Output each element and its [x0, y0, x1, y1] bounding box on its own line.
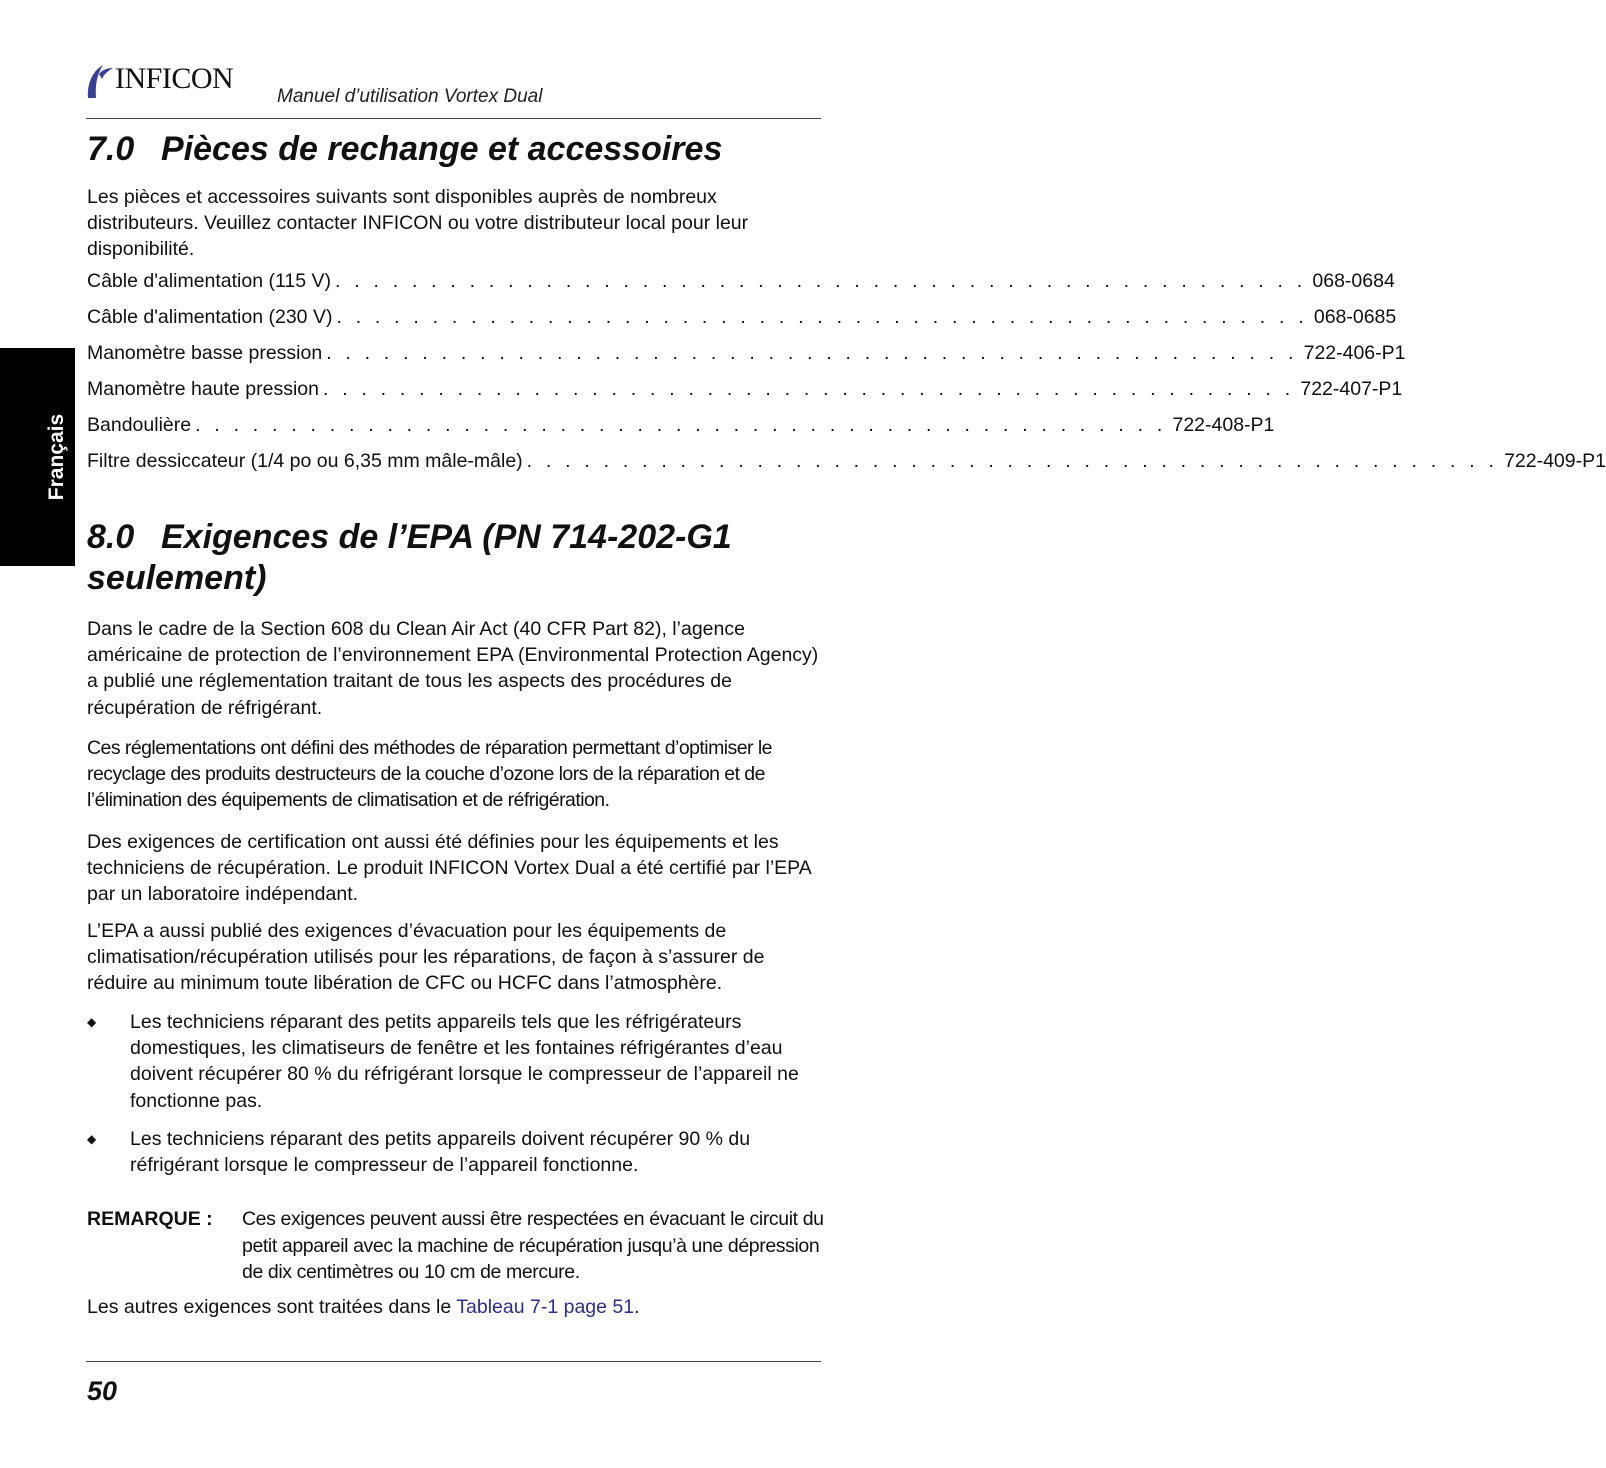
part-label: Manomètre haute pression — [87, 378, 319, 400]
bullet-text: Les techniciens réparant des petits appareils doivent récupérer 90 % du réfrigérant lorsque le compresseur de l’appareil fonctionne. — [130, 1128, 751, 1177]
bullet-text: Les techniciens réparant des petits appareils tels que les réfrigérateurs domestiques, les climatiseurs de fenêtre et les fontaines réfrigérantes d’eau doivent récupérer 80 % du réfrigérant lorsque le compresseur de l’appareil ne fonctionne pas. — [130, 1011, 799, 1112]
leader-dots: . . . . . . . . . . . . . . . . . . . . . . . . . . . . . . . . . . . . . . . . . . . . . . . . . . . — [195, 414, 1167, 436]
closing-text: Les autres exigences sont traitées dans le — [87, 1296, 457, 1318]
section-8-paragraph-2: Ces réglementations ont défini des méthodes de réparation permettant d’optimiser le recyclage des produits destructeurs de la couche d’ozone lors de la réparation et de l’élimination des équipements de climatisation et de réfrigération. — [87, 737, 772, 812]
closing-paragraph — [87, 1294, 822, 1320]
section-8-paragraph-4: L’EPA a aussi publié des exigences d’évacuation pour les équipements de climatisation/récupération utilisés pour les réparations, de façon à s’assurer de réduire au minimum toute libération de CFC ou HCFC dans l’atmosphère. — [87, 920, 765, 995]
note-text: Ces exigences peuvent aussi être respectées en évacuant le circuit du petit appareil avec la machine de récupération jusqu’à une dépression de dix centimètres ou 10 cm de mercure. — [242, 1208, 824, 1283]
part-number: 722-408-P1 — [1172, 414, 1275, 436]
part-number: 722-409-P1 — [1504, 450, 1606, 472]
diamond-bullet-icon: ◆ — [87, 1132, 97, 1146]
section-8-title-line2: seulement) — [87, 559, 267, 597]
leader-dots: . . . . . . . . . . . . . . . . . . . . . . . . . . . . . . . . . . . . . . . . . . . . . . . . . . . — [335, 270, 1307, 292]
parts-list-item — [87, 378, 1403, 414]
section-8-title-line1: Exigences de l’EPA (PN 714-202-G1 — [161, 518, 732, 556]
section-7-title: Pièces de rechange et accessoires — [161, 130, 723, 168]
part-label: Câble d'alimentation (115 V) — [87, 270, 331, 292]
section-8-paragraph-1: Dans le cadre de la Section 608 du Clean Air Act (40 CFR Part 82), l’agence américaine de protection de l’environnement EPA (Environmental Protection Agency) a publié une réglementation traitant de tous les aspects des procédures de récupération de réfrigérant. — [87, 618, 819, 719]
part-label: Câble d'alimentation (230 V) — [87, 306, 333, 328]
part-number: 722-407-P1 — [1300, 378, 1403, 400]
logo-text: INFICON — [115, 62, 234, 95]
section-8-heading — [87, 516, 732, 558]
section-7-number: 7.0 — [87, 130, 135, 168]
part-number: 722-406-P1 — [1303, 342, 1406, 364]
part-number: 068-0684 — [1312, 270, 1395, 292]
leader-dots: . . . . . . . . . . . . . . . . . . . . . . . . . . . . . . . . . . . . . . . . . . . . . . . . . . . — [322, 378, 1295, 400]
parts-list-item — [87, 306, 1397, 342]
note-label: REMARQUE : — [87, 1208, 213, 1230]
parts-list-item — [87, 414, 1275, 450]
part-label: Filtre dessiccateur (1/4 po ou 6,35 mm mâle-mâle) — [87, 450, 523, 472]
table-reference-link[interactable]: Tableau 7-1 page 51 — [456, 1296, 635, 1318]
part-number: 068-0685 — [1313, 306, 1397, 328]
section-7-heading — [87, 128, 722, 170]
manual-title: Manuel d’utilisation Vortex Dual — [277, 86, 543, 107]
parts-list-item — [87, 270, 1395, 306]
section-8-paragraph-3: Des exigences de certification ont aussi été définies pour les équipements et les techniciens de récupération. Le produit INFICON Vortex Dual a été certifié par l’EPA par un laboratoire indépendant. — [87, 831, 811, 906]
section-8-number: 8.0 — [87, 518, 135, 556]
language-tab-label: Français — [45, 413, 68, 501]
page-number: 50 — [87, 1376, 118, 1406]
parts-list — [87, 270, 1606, 486]
inficon-swoosh-icon — [85, 62, 115, 100]
footer-divider — [86, 1361, 821, 1362]
part-label: Bandoulière — [87, 414, 192, 436]
header-divider — [86, 118, 821, 119]
inficon-logo — [85, 60, 260, 102]
part-label: Manomètre basse pression — [87, 342, 323, 364]
leader-dots: . . . . . . . . . . . . . . . . . . . . . . . . . . . . . . . . . . . . . . . . . . . . . . . . . . . — [326, 342, 1298, 364]
section-8-heading-line2 — [87, 557, 267, 599]
section-7-intro: Les pièces et accessoires suivants sont disponibles auprès de nombreux distributeurs. Veuillez contacter INFICON ou votre distributeur local pour leur disponibilité. — [87, 186, 749, 261]
parts-list-item — [87, 450, 1606, 486]
leader-dots: . . . . . . . . . . . . . . . . . . . . . . . . . . . . . . . . . . . . . . . . . . . . . . . . . . . — [526, 450, 1499, 472]
leader-dots: . . . . . . . . . . . . . . . . . . . . . . . . . . . . . . . . . . . . . . . . . . . . . . . . . . . — [336, 306, 1308, 328]
closing-period: . — [634, 1296, 640, 1318]
parts-list-item — [87, 342, 1406, 378]
diamond-bullet-icon: ◆ — [87, 1015, 97, 1029]
